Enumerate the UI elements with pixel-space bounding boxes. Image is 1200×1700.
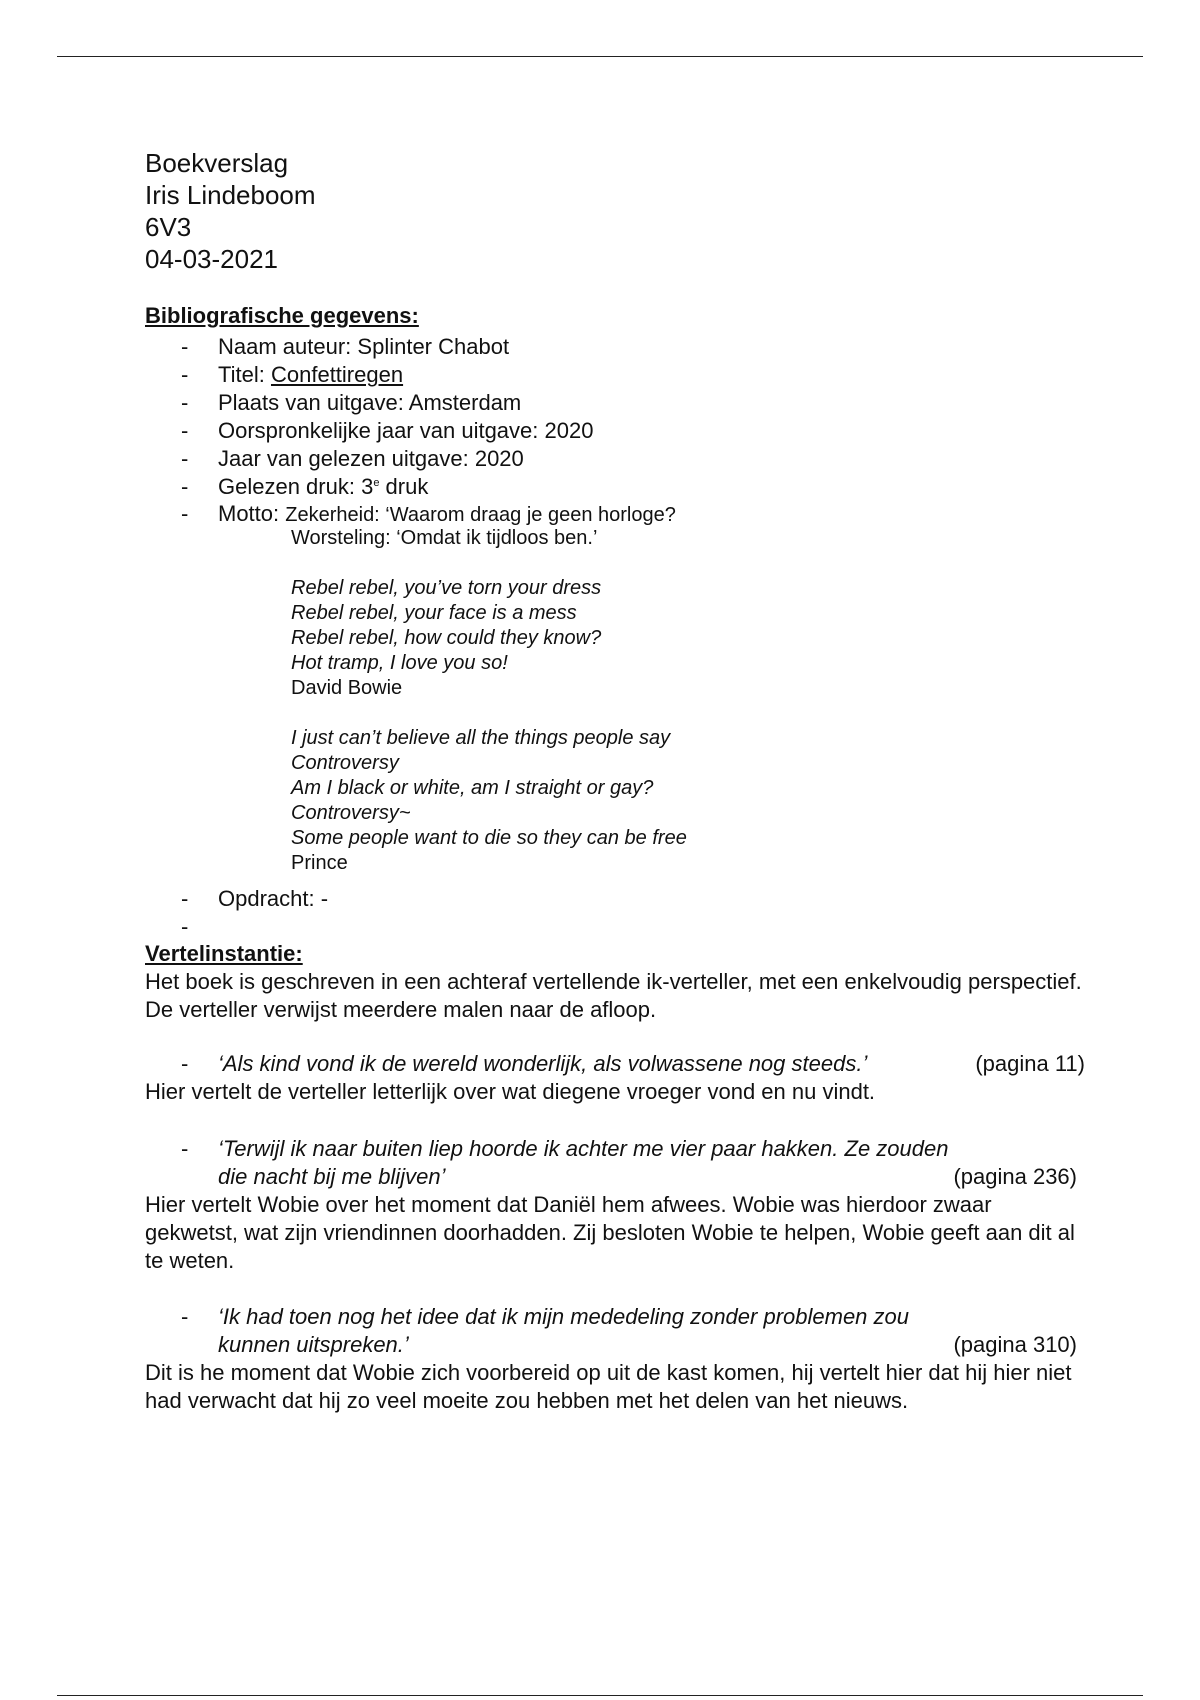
original-year: Oorspronkelijke jaar van uitgave: 2020 [218, 418, 594, 443]
bowie-lyric: Rebel rebel, your face is a mess [291, 602, 577, 624]
quote-item [145, 1303, 1085, 1359]
motto-line-2: Worsteling: ‘Omdat ik tijdloos ben.’ [291, 527, 598, 549]
list-dash: - [181, 1304, 189, 1329]
edition-superscript: e [373, 477, 380, 489]
list-dash: - [181, 362, 189, 387]
bowie-lyric: Hot tramp, I love you so! [291, 652, 508, 674]
quote-text: ‘Ik had toen nog het idee dat ik mijn mededeling zonder problemen zou kunnen uitspreken.’ [218, 1304, 910, 1357]
edition-suffix: druk [379, 474, 429, 499]
list-dash: - [181, 390, 189, 415]
list-dash: - [181, 474, 189, 499]
vertelinstantie-intro: Het boek is geschreven in een achteraf vertellende ik-verteller, met een enkelvoudig perspectief. De verteller verwijst meerdere malen naar de afloop. [145, 969, 1082, 1022]
quote-explanation: Hier vertelt Wobie over het moment dat Daniël hem afwees. Wobie was hierdoor zwaar gekwetst, wat zijn vriendinnen doorhadden. Zij besloten Wobie te helpen, Wobie geeft aan dit al te weten. [145, 1192, 1075, 1273]
list-item [145, 333, 593, 361]
bottom-rule [57, 1695, 1143, 1696]
read-year: Jaar van gelezen uitgave: 2020 [218, 446, 524, 471]
document-date: 04-03-2021 [145, 244, 278, 274]
quote-text: ‘Als kind vond ik de wereld wonderlijk, als volwassene nog steeds.’ [218, 1051, 868, 1076]
motto-line-1: Zekerheid: ‘Waarom draag je geen horloge? [285, 504, 676, 526]
prince-lyric: I just can’t believe all the things people say [291, 727, 671, 749]
quote-item [145, 1135, 1085, 1191]
quote-item [145, 1050, 1085, 1078]
list-item [145, 913, 328, 941]
top-rule [57, 56, 1143, 57]
list-dash: - [181, 1051, 189, 1076]
prince-lyric: Am I black or white, am I straight or gay? [291, 777, 654, 799]
page-reference: (pagina 11) [975, 1051, 1085, 1076]
title-label: Titel: [218, 362, 271, 387]
list-item [145, 417, 593, 445]
list-item [145, 389, 593, 417]
list-item [145, 885, 328, 913]
vertelinstantie-heading: Vertelinstantie: [145, 941, 303, 966]
list-dash: - [181, 446, 189, 471]
list-item [145, 445, 593, 473]
list-item [145, 361, 593, 389]
prince-lyric: Controversy [291, 752, 399, 774]
quote-explanation: Hier vertelt de verteller letterlijk over wat diegene vroeger vond en nu vindt. [145, 1079, 876, 1104]
quote-explanation: Dit is he moment dat Wobie zich voorbereid op uit de kast komen, hij vertelt hier dat hij hier niet had verwacht dat hij zo veel moeite zou hebben met het delen van het nieuws. [145, 1360, 1072, 1413]
bibliography-heading: Bibliografische gegevens: [145, 303, 419, 328]
prince-lyric: Some people want to die so they can be free [291, 827, 687, 849]
page-reference: (pagina 310) [953, 1332, 1077, 1357]
list-dash: - [181, 914, 189, 939]
list-dash: - [181, 886, 189, 911]
prince-credit: Prince [291, 852, 348, 874]
list-item [145, 473, 593, 501]
list-dash: - [181, 1136, 189, 1161]
book-author: Splinter Chabot [357, 334, 510, 359]
motto-block [145, 501, 687, 876]
bowie-lyric: Rebel rebel, you’ve torn your dress [291, 577, 602, 599]
list-item [145, 501, 687, 526]
bowie-lyric: Rebel rebel, how could they know? [291, 627, 602, 649]
document-header [145, 147, 316, 275]
publication-place: Plaats van uitgave: Amsterdam [218, 390, 522, 415]
edition-label: Gelezen druk: 3 [218, 474, 374, 499]
author-label: Naam auteur: [218, 334, 358, 359]
motto-label: Motto: [218, 501, 286, 526]
author-name: Iris Lindeboom [145, 180, 316, 210]
list-dash: - [181, 334, 189, 359]
list-dash: - [181, 501, 189, 526]
class-code: 6V3 [145, 212, 192, 242]
bowie-credit: David Bowie [291, 677, 403, 699]
page-reference: (pagina 236) [953, 1164, 1077, 1189]
opdracht-list [145, 885, 328, 941]
document-title: Boekverslag [145, 148, 289, 178]
quote-text: ‘Terwijl ik naar buiten liep hoorde ik achter me vier paar hakken. Ze zouden die nacht bij me blijven’ [218, 1136, 949, 1189]
book-title: Confettiregen [270, 362, 404, 387]
bibliography-list [145, 333, 593, 501]
list-dash: - [181, 418, 189, 443]
prince-lyric: Controversy~ [291, 802, 411, 824]
opdracht: Opdracht: - [218, 886, 329, 911]
